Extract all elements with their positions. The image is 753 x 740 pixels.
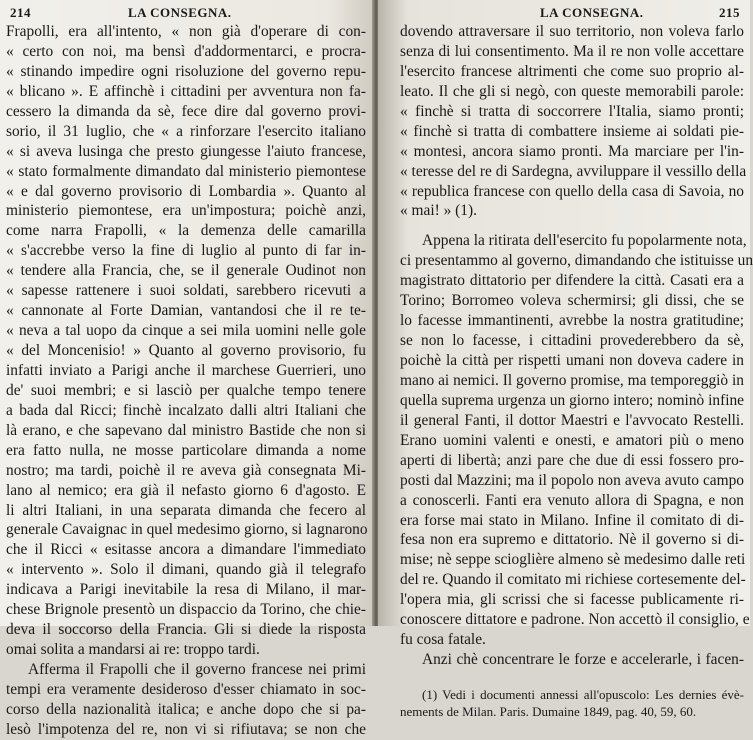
text-line: « finchè si tratta di soccorrere l'Italia, siamo pronti; (400, 102, 744, 120)
text-line: nostro; ma tardi, poichè il re aveva già consegnata Mi- (6, 461, 366, 479)
text-line: lano al nemico; era già il nefasto giorno 6 d'agosto. E (6, 481, 366, 499)
text-line: lesò l'impotenza del re, non vi si rifiutava; se non che (6, 720, 366, 738)
text-line: infatti inviato a Parigi anche il marchese Guerrieri, uno (6, 361, 366, 379)
text-line: cessero la dimanda da sè, fece dire dal governo provi- (6, 102, 366, 120)
text-line: poichè la città per rispetti umani non doveva cadere in (400, 352, 744, 369)
text-line: « certo con noi, ma bensì d'addormentarci, e procra- (6, 42, 366, 60)
text-line: sorio, il 31 luglio, che « a rinforzare l'esercito italiano (6, 122, 366, 140)
text-line: come narra Frapolli, « la demenza delle camarilla (6, 222, 366, 240)
text-line: « finchè si tratta di combattere insieme ai soldati pie- (400, 122, 744, 140)
text-line: del re. Quando il comitato mi richiese cortesemente del- (400, 571, 746, 589)
text-line: chese Brignole presentò un dispaccio da Torino, che chie- (6, 601, 366, 619)
footnote-separator (400, 670, 744, 686)
text-line: « s'accrebbe verso la fine di luglio al punto di far in- (6, 242, 366, 260)
text-line: corso della nazionalità italica; e anche dopo che si pa- (6, 700, 366, 718)
page-number: 214 (10, 5, 31, 20)
text-line: aperti di libertà; anzi pare che due di essi fossero pro- (400, 451, 744, 469)
footnote (400, 686, 744, 720)
paragraph-gap (400, 221, 744, 231)
body-text (400, 22, 753, 670)
text-line: « stinando impedire ogni risoluzione del governo repu- (6, 62, 366, 80)
text-line: li altri Italiani, in una separata dimanda che fecero al (6, 501, 366, 519)
text-line: conoscere dittatore e padrone. Non accettò il consiglio, e (400, 611, 750, 629)
text-line: « montesi, ancora siamo pronti. Ma marciare per l'in- (400, 142, 744, 160)
text-line: « del Moncenisio! » Quanto al governo provisorio, fu (6, 342, 366, 359)
text-line: fesa non era supremo e dittatorio. Nè il governo si di- (400, 531, 744, 549)
text-line: « si aveva lusinga che presto giungesse l'aiuto francese, (6, 142, 366, 160)
running-title: LA CONSEGNA. (540, 5, 644, 20)
text-line: « intervento ». Solo il dimani, quando già il telegrafo (6, 561, 366, 579)
text-line: « blicano ». E affinchè i cittadini per avventura non fa- (6, 82, 366, 100)
footnote-line: nements de Milan. Paris. Dumaine 1849, pag. 40, 59, 60. (400, 704, 697, 719)
text-line: « sapesse rattenere i suoi soldati, sarebbero ricevuti a (6, 282, 366, 300)
text-line: ci presentammo al governo, dimandando che istituisse un (400, 252, 753, 270)
page-header (400, 2, 744, 22)
text-line: Appena la ritirata dell'esercito fu popolarmente nota, (422, 232, 747, 250)
text-line: « neva a tal uopo da cinque a sei mila uomini nelle gole (6, 322, 366, 340)
text-line: l'esercito francese altrimenti che come suo proprio al- (400, 62, 744, 80)
text-line: magistrato dittatorio per difendere la città. Casati era a (400, 272, 744, 290)
text-line: era forse mai stato in Milano. Infine il comitato di di- (400, 511, 744, 529)
text-line: a bada dal Ricci; finchè incalzato dalli altri Italiani che (6, 401, 366, 419)
text-line: l'opera mia, gli scrissi che si facesse publicamente ri- (400, 591, 744, 609)
text-line: mano ai nemici. Il governo promise, ma temporeggiò in (400, 371, 744, 389)
text-line: de' suoi membri; e si lasciò per qualche tempo tenere (6, 381, 366, 399)
text-line: se non lo facesse, i cittadini provederebbero da sè, (400, 332, 744, 350)
text-line: dovendo attraversare il suo territorio, non voleva farlo (400, 23, 744, 40)
text-line: mise; nè seppe scioglière almeno sè medesimo dalle reti (400, 551, 746, 569)
text-line: a conoscerli. Fanti era venuto allora di Spagna, e non (400, 491, 744, 509)
text-line: « mai! » (1). (400, 202, 477, 220)
footnote-line: (1) Vedi i documenti annessi all'opuscolo: Les dernies évè- (422, 687, 744, 702)
text-line: senza di lui consentimento. Ma il re non volle accettare (400, 42, 744, 60)
text-line: posti dal Mazzini; ma il popolo non aveva avuto campo (400, 471, 744, 489)
text-line: « republica francese con quello della casa di Savoia, no (400, 182, 744, 200)
text-line: il general Fanti, il dottor Maestri e l'avvocato Restelli. (400, 411, 744, 429)
text-line: era fatto nulla, ne mosse particolare dimanda a nome (6, 441, 366, 459)
page-header (6, 2, 366, 22)
right-page (378, 0, 753, 719)
text-line: omai solita a mandarsi ai re: troppo tardi. (6, 641, 260, 659)
text-line: indicava a Parigi inevitabile la resa di Milano, il mar- (6, 581, 366, 599)
text-line: che il Ricci « esitasse ancora a dimandare l'immediato (6, 541, 366, 559)
text-line: « teresse del re di Sardegna, avviluppare il vessillo della (400, 162, 747, 180)
text-line: generale Cavaignac in quel medesimo giorno, si lagnarono (6, 521, 368, 539)
text-line: là erano, e che sapevano dal ministro Bastide che non si (6, 421, 366, 439)
text-line: Erano uomini valenti e onesti, e amatori più o meno (400, 431, 744, 449)
text-line: « stato formalmente dimandato dal ministerio piemontese (6, 162, 366, 180)
running-title: LA CONSEGNA. (128, 5, 232, 20)
left-page (0, 0, 374, 738)
text-line: « tendere alla Francia, che, se il generale Oudinot non (6, 262, 366, 280)
text-line: « e dal governo provisorio di Lombardia ». Quanto al (6, 182, 366, 200)
page-number: 215 (719, 5, 740, 20)
text-line: ministerio piemontese, era un'impostura; poichè anzi, (6, 202, 366, 220)
body-text (6, 22, 366, 740)
text-line: leato. Il che gli si negò, con queste memorabili parole: (400, 82, 744, 100)
text-line: tempi era veramente desideroso d'esser chiamato in soc- (6, 680, 366, 698)
text-line: quella suprema urgenza un giorno intero; nominò infine (400, 391, 744, 409)
text-line: deva il soccorso della Francia. Gli si diede la risposta (6, 621, 366, 639)
text-line: fu cosa fatale. (400, 631, 486, 649)
text-line: Anzi chè concentrare le forze e accelerarle, i facen- (422, 651, 744, 669)
text-line: lo facesse immantinenti, avrebbe la nostra gratitudine; (400, 312, 744, 330)
text-line: Afferma il Frapolli che il governo francese nei primi (28, 661, 366, 678)
text-line: « cannonate al Forte Damian, vantandosi che il re te- (6, 302, 366, 320)
text-line: Torino; Borromeo voleva schermirsi; gli dissi, che se (400, 292, 744, 310)
text-line: Frapolli, era all'intento, « non già d'operare di con- (6, 23, 366, 40)
